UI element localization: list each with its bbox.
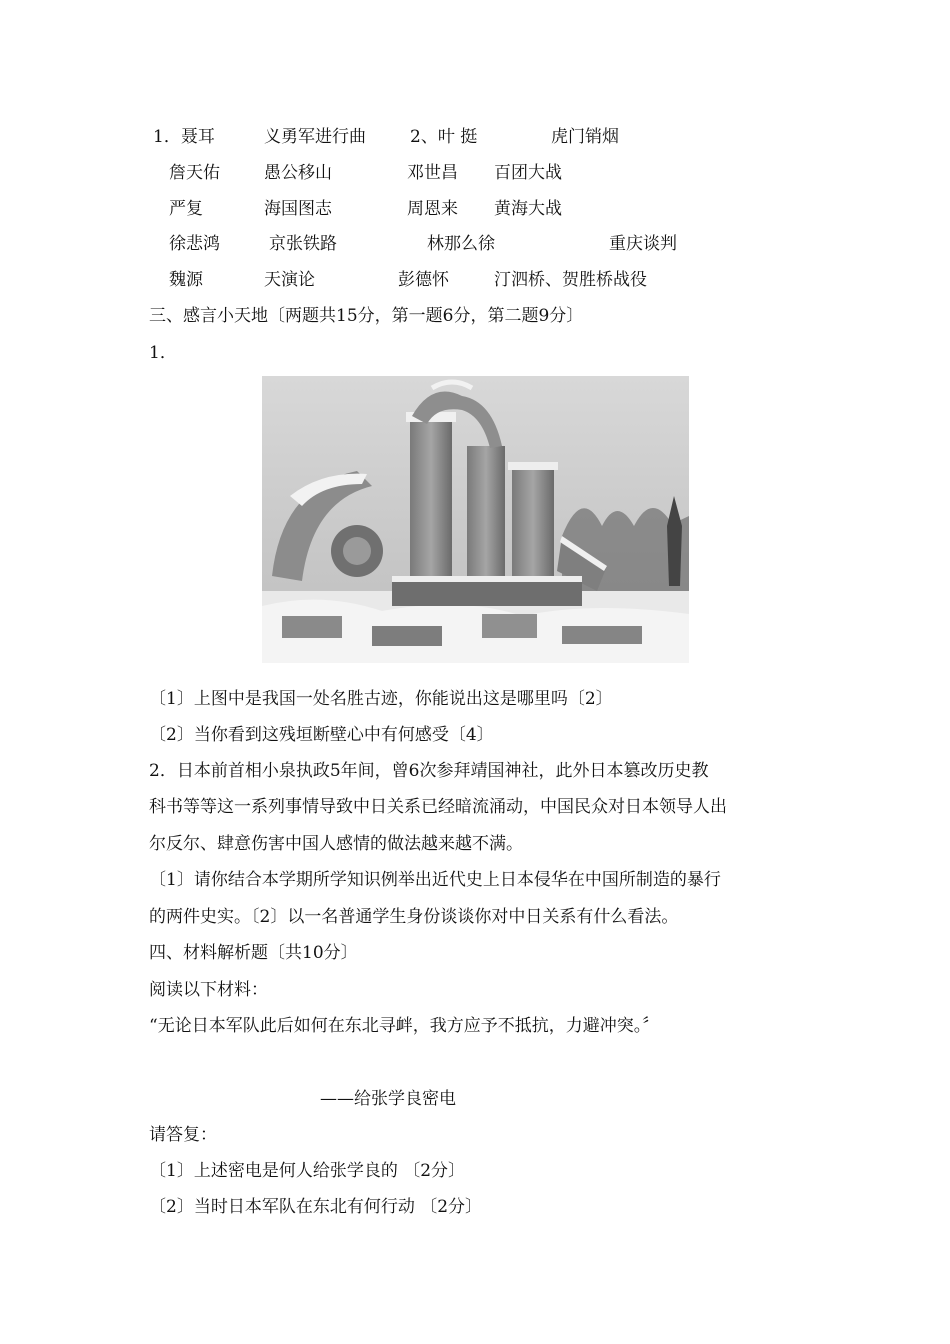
match-cell: 天演论	[264, 270, 315, 290]
match-cell: 愚公移山	[264, 163, 332, 183]
match-cell: 1．聂耳	[153, 127, 215, 147]
section-heading: 四、材料解析题〔共10分〕	[149, 943, 358, 963]
question-text: 〔2〕当你看到这残垣断壁心中有何感受〔4〕	[149, 725, 494, 745]
match-cell: 义勇军进行曲	[264, 127, 366, 147]
question-text: 2．日本前首相小泉执政5年间，曾6次参拜靖国神社，此外日本篡改历史教	[149, 761, 709, 781]
match-cell: 黄海大战	[494, 199, 562, 219]
match-cell: 2、叶 挺	[410, 127, 478, 147]
question-text: 〔1〕上述密电是何人给张学良的 〔2分〕	[149, 1161, 466, 1181]
match-cell: 海国图志	[264, 199, 332, 219]
match-cell: 徐悲鸿	[169, 234, 220, 254]
question-number: 1．	[149, 343, 177, 363]
question-text: 的两件史实。〔2〕以一名普通学生身份谈谈你对中日关系有什么看法。	[149, 907, 679, 927]
match-cell: 詹天佑	[169, 163, 220, 183]
question-text: 〔1〕上图中是我国一处名胜古迹，你能说出这是哪里吗〔2〕	[149, 689, 613, 709]
match-cell: 虎门销烟	[551, 127, 619, 147]
section-heading: 三、感言小天地〔两题共15分，第一题6分，第二题9分〕	[149, 306, 584, 326]
match-cell: 邓世昌	[407, 163, 458, 183]
match-cell: 汀泗桥、贺胜桥战役	[494, 270, 647, 290]
match-cell: 彭德怀	[398, 270, 449, 290]
question-text: 科书等等这一系列事情导致中日关系已经暗流涌动，中国民众对日本领导人出	[149, 797, 727, 817]
match-cell: 严复	[169, 199, 203, 219]
ruins-photo	[262, 376, 689, 663]
question-text: 请答复：	[149, 1125, 217, 1145]
quote-attribution: ——给张学良密电	[320, 1089, 456, 1109]
match-cell: 魏源	[169, 270, 203, 290]
question-text: 〔1〕请你结合本学期所学知识例举出近代史上日本侵华在中国所制造的暴行	[149, 870, 721, 890]
match-cell: 京张铁路	[269, 234, 337, 254]
question-text: 〔2〕当时日本军队在东北有何行动 〔2分〕	[149, 1197, 483, 1217]
match-cell: 重庆谈判	[609, 234, 677, 254]
question-text: 尔反尔、肆意伤害中国人感情的做法越来越不满。	[149, 834, 523, 854]
match-cell: 百团大战	[494, 163, 562, 183]
match-cell: 林那么徐	[427, 234, 495, 254]
question-text: 阅读以下材料：	[149, 980, 268, 1000]
match-cell: 周恩来	[407, 199, 458, 219]
material-quote: “无论日本军队此后如何在东北寻衅，我方应予不抵抗，力避冲突。〞	[149, 1016, 660, 1036]
